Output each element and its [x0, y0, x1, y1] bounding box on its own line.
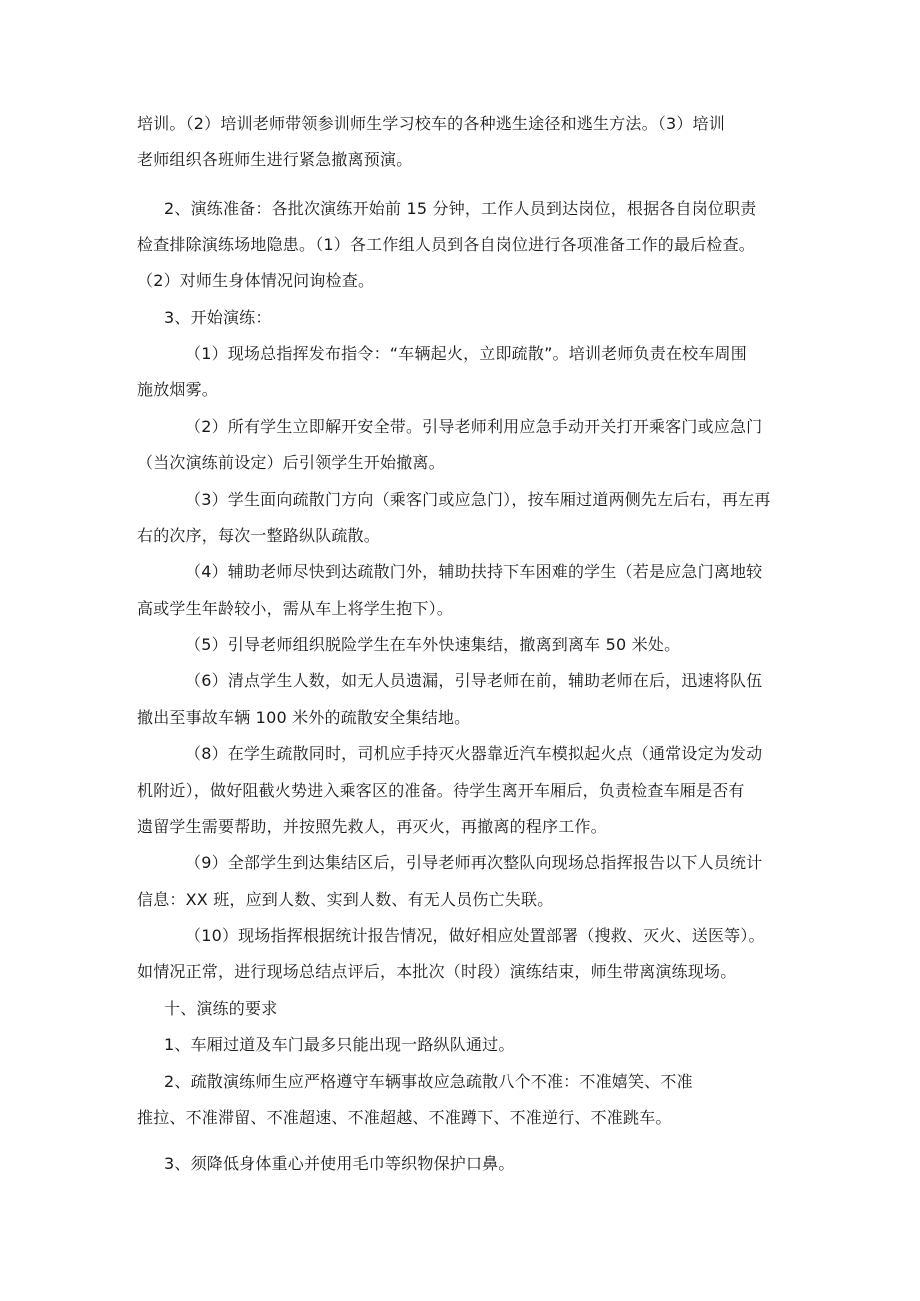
text-line-10: （当次演练前设定）后引领学生开始撤离。	[137, 453, 445, 472]
text-line-19: 机附近），做好阻截火势进入乘客区的准备。待学生离开车厢后，负责检查车厢是否有	[137, 781, 745, 800]
text-line-18: （8）在学生疏散同时，司机应手持灭火器靠近汽车模拟起火点（通常设定为发动	[185, 744, 763, 763]
text-line-27: 2、疏散演练师生应严格遵守车辆事故应急疏散八个不准：不准嬉笑、不准	[164, 1072, 693, 1091]
text-line-17: 撤出至事故车辆 100 米外的疏散安全集结地。	[137, 708, 471, 727]
text-line-13: （4）辅助老师尽快到达疏散门外，辅助扶持下车困难的学生（若是应急门离地较	[185, 562, 763, 581]
text-line-24: 如情况正常，进行现场总结点评后，本批次（时段）演练结束，师生带离演练现场。	[137, 962, 737, 981]
text-line-23: （10）现场指挥根据统计报告情况，做好相应处置部署（搜救、灭火、送医等）。	[185, 926, 765, 945]
text-line-9: （2）所有学生立即解开安全带。引导老师利用应急手动开关打开乘客门或应急门	[185, 417, 763, 436]
text-line-12: 右的次序，每次一整路纵队疏散。	[137, 526, 381, 545]
text-line-15: （5）引导老师组织脱险学生在车外快速集结，撤离到离车 50 米处。	[185, 635, 681, 654]
text-line-26: 1、车厢过道及车门最多只能出现一路纵队通过。	[164, 1035, 515, 1054]
section-heading: 十、演练的要求	[164, 999, 278, 1018]
text-line-29: 3、须降低身体重心并使用毛巾等织物保护口鼻。	[164, 1154, 515, 1173]
text-line-21: （9）全部学生到达集结区后，引导老师再次整队向现场总指挥报告以下人员统计	[185, 853, 763, 872]
text-line-28: 推拉、不准滞留、不准超速、不准超越、不准蹲下、不准逆行、不准跳车。	[137, 1108, 672, 1127]
text-line-20: 遗留学生需要帮助，并按照先救人，再灭火，再撤离的程序工作。	[137, 817, 607, 836]
text-line-22: 信息：XX 班，应到人数、实到人数、有无人员伤亡失联。	[137, 890, 554, 909]
text-line-2: 老师组织各班师生进行紧急撤离预演。	[137, 150, 413, 169]
text-line-3: 2、演练准备：各批次演练开始前 15 分钟，工作人员到达岗位，根据各自岗位职责	[164, 199, 757, 218]
text-line-7: （1）现场总指挥发布指令：“车辆起火，立即疏散”。培训老师负责在校车周围	[185, 344, 747, 363]
text-line-5: （2）对师生身体情况问询检查。	[137, 271, 375, 290]
text-line-6: 3、开始演练：	[164, 308, 272, 327]
text-line-4: 检查排除演练场地隐患。（1）各工作组人员到各自岗位进行各项准备工作的最后检查。	[137, 235, 755, 254]
text-line-14: 高或学生年龄较小，需从车上将学生抱下）。	[137, 599, 454, 618]
text-line-8: 施放烟雾。	[137, 380, 219, 399]
text-line-1: 培训。（2）培训老师带领参训师生学习校车的各种逃生途径和逃生方法。（3）培训	[137, 114, 725, 133]
text-line-16: （6）清点学生人数，如无人员遗漏，引导老师在前，辅助老师在后，迅速将队伍	[185, 671, 763, 690]
text-line-11: （3）学生面向疏散门方向（乘客门或应急门），按车厢过道两侧先左后右，再左再	[185, 490, 771, 509]
